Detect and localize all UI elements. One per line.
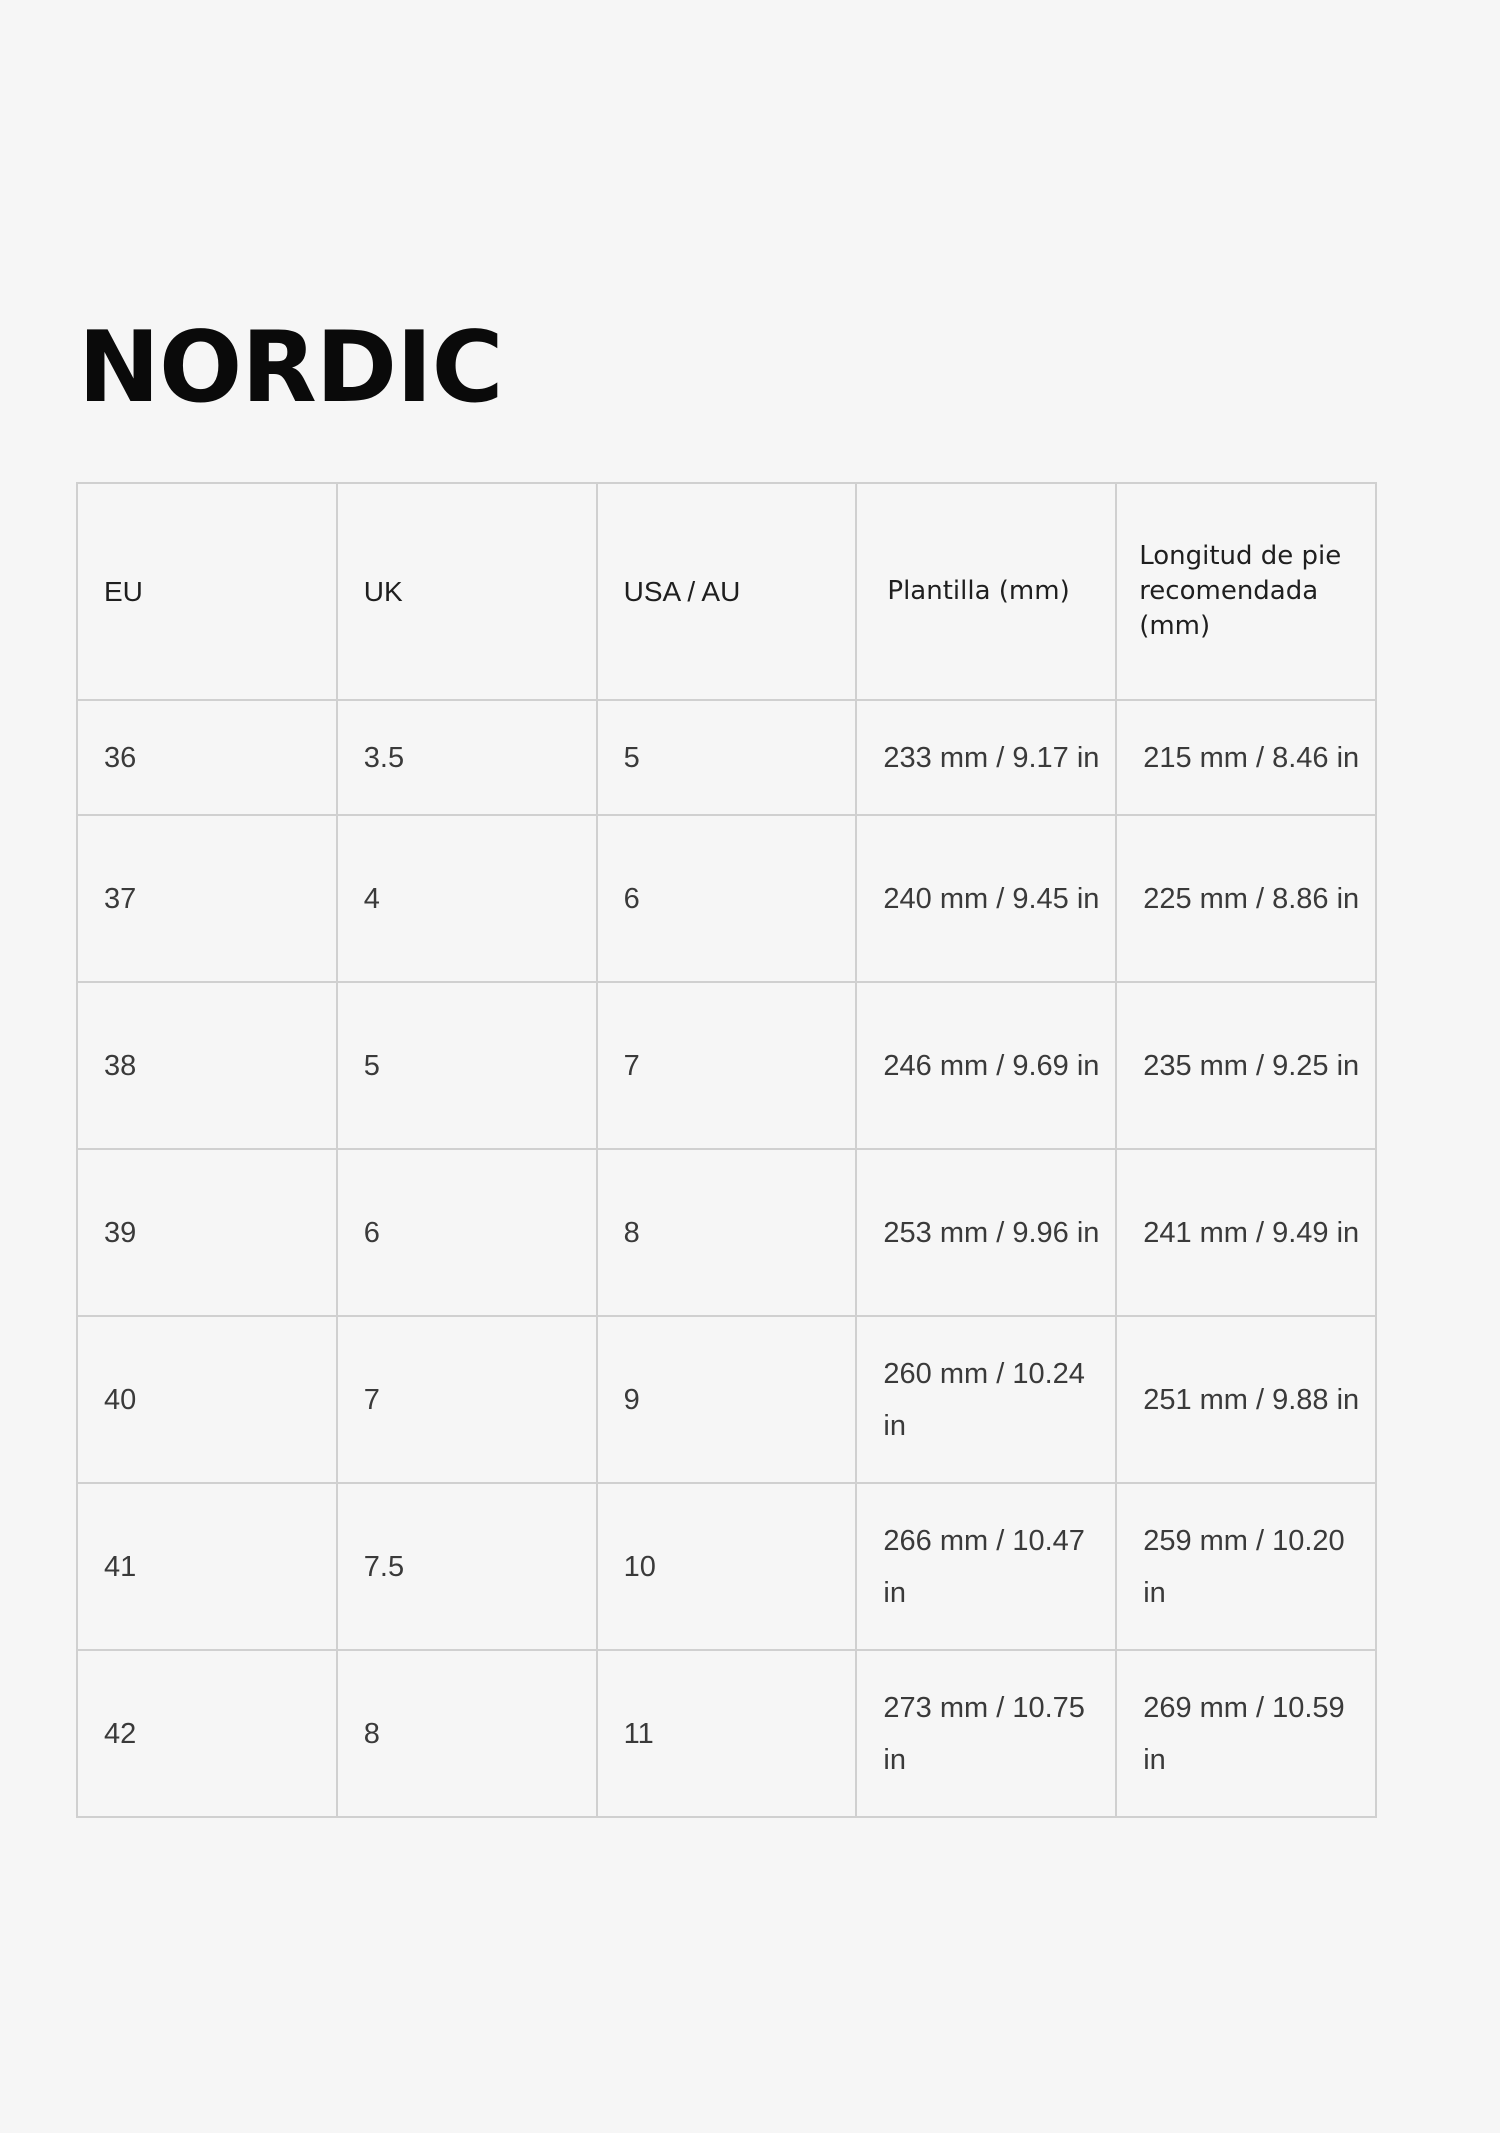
cell-eu: 40	[77, 1316, 337, 1483]
cell-plantilla: 260 mm / 10.24 in	[856, 1316, 1116, 1483]
cell-uk: 7.5	[337, 1483, 597, 1650]
cell-uk: 5	[337, 982, 597, 1149]
table-row	[77, 1149, 1376, 1316]
table-row	[77, 982, 1376, 1149]
cell-plantilla: 233 mm / 9.17 in	[856, 700, 1116, 815]
cell-eu: 37	[77, 815, 337, 982]
table-row	[77, 700, 1376, 815]
cell-usa-au: 11	[597, 1650, 857, 1817]
cell-uk: 4	[337, 815, 597, 982]
cell-usa-au: 6	[597, 815, 857, 982]
table-row	[77, 815, 1376, 982]
cell-eu: 36	[77, 700, 337, 815]
cell-plantilla: 240 mm / 9.45 in	[856, 815, 1116, 982]
cell-eu: 38	[77, 982, 337, 1149]
cell-uk: 7	[337, 1316, 597, 1483]
cell-usa-au: 5	[597, 700, 857, 815]
cell-plantilla: 246 mm / 9.69 in	[856, 982, 1116, 1149]
cell-usa-au: 7	[597, 982, 857, 1149]
cell-usa-au: 8	[597, 1149, 857, 1316]
cell-plantilla: 266 mm / 10.47 in	[856, 1483, 1116, 1650]
header-longitud-pie: Longitud de pie recomendada (mm)	[1116, 483, 1376, 700]
table-header-row	[77, 483, 1376, 700]
cell-plantilla: 253 mm / 9.96 in	[856, 1149, 1116, 1316]
header-eu: EU	[77, 483, 337, 700]
cell-usa-au: 9	[597, 1316, 857, 1483]
header-plantilla: Plantilla (mm)	[856, 483, 1116, 700]
cell-eu: 39	[77, 1149, 337, 1316]
cell-eu: 42	[77, 1650, 337, 1817]
cell-longitud-pie: 241 mm / 9.49 in	[1116, 1149, 1376, 1316]
cell-longitud-pie: 225 mm / 8.86 in	[1116, 815, 1376, 982]
header-usa-au: USA / AU	[597, 483, 857, 700]
cell-longitud-pie: 235 mm / 9.25 in	[1116, 982, 1376, 1149]
cell-longitud-pie: 215 mm / 8.46 in	[1116, 700, 1376, 815]
cell-uk: 3.5	[337, 700, 597, 815]
table-row	[77, 1316, 1376, 1483]
cell-eu: 41	[77, 1483, 337, 1650]
header-uk: UK	[337, 483, 597, 700]
size-chart-table	[76, 482, 1377, 1818]
cell-uk: 6	[337, 1149, 597, 1316]
cell-usa-au: 10	[597, 1483, 857, 1650]
table-row	[77, 1483, 1376, 1650]
cell-longitud-pie: 251 mm / 9.88 in	[1116, 1316, 1376, 1483]
table-row	[77, 1650, 1376, 1817]
page-title: NORDIC	[78, 311, 503, 425]
cell-longitud-pie: 269 mm / 10.59 in	[1116, 1650, 1376, 1817]
cell-uk: 8	[337, 1650, 597, 1817]
cell-longitud-pie: 259 mm / 10.20 in	[1116, 1483, 1376, 1650]
cell-plantilla: 273 mm / 10.75 in	[856, 1650, 1116, 1817]
